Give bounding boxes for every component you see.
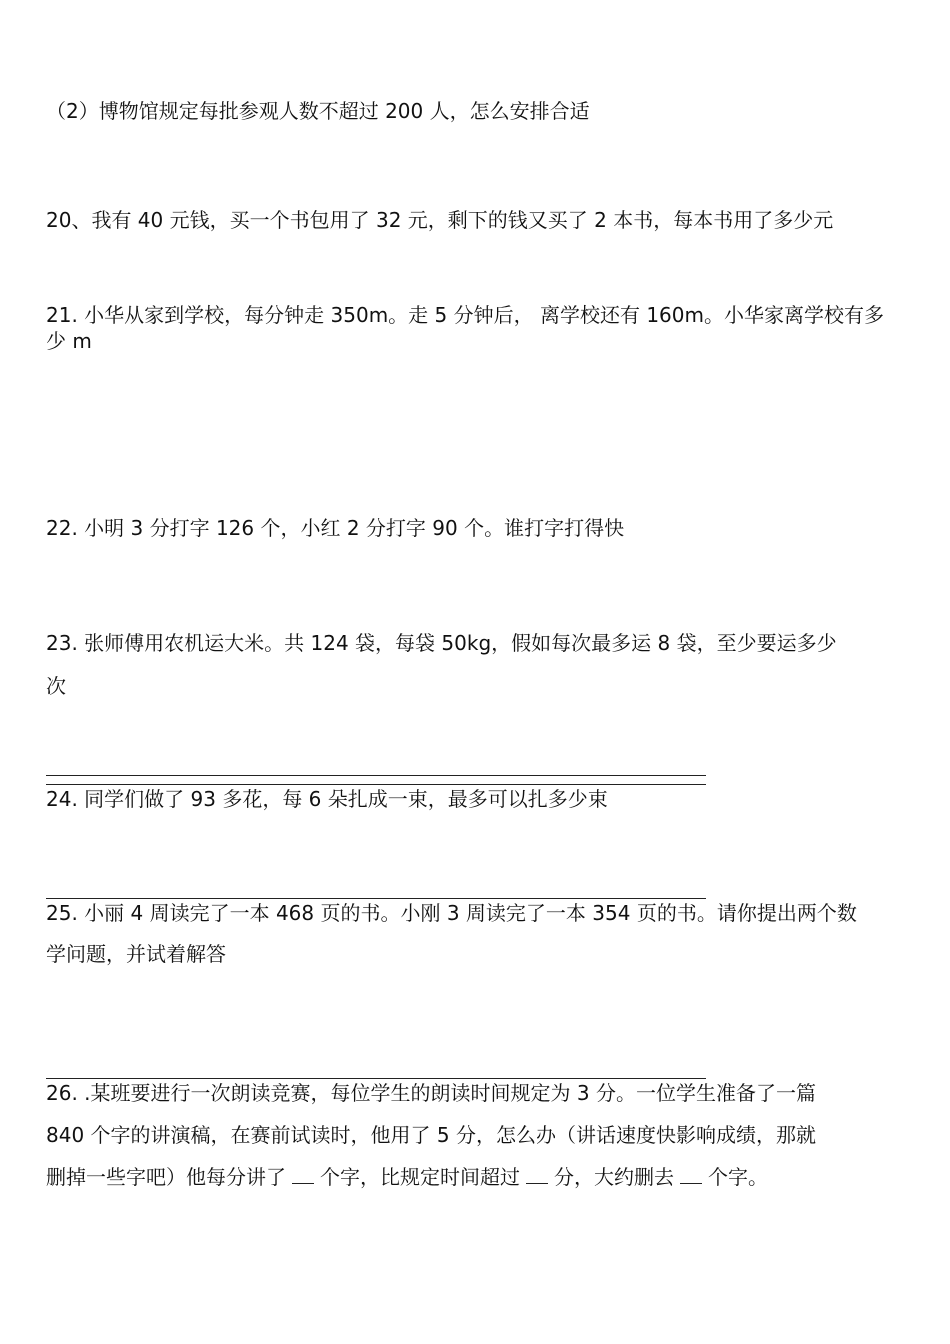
answer-rule-4 — [46, 1078, 706, 1079]
q26-text-part-d: 个字。 — [708, 1165, 768, 1189]
q19-part2-text: （2）博物馆规定每批参观人数不超过 200 人，怎么安排合适 — [46, 99, 590, 123]
q26-text-line2: 840 个字的讲演稿，在赛前试读时，他用了 5 分，怎么办（讲话速度快影响成绩，那就 — [46, 1123, 816, 1147]
answer-rule-1 — [46, 775, 706, 776]
q24-text: 24. 同学们做了 93 多花，每 6 朵扎成一束，最多可以扎多少束 — [46, 787, 608, 811]
q26-text-part-b: 个字，比规定时间超过 — [320, 1165, 520, 1189]
q20-text: 20、我有 40 元钱，买一个书包用了 32 元，剩下的钱又买了 2 本书，每本书用了多少元 — [46, 208, 834, 232]
q26-text-line3 — [46, 1164, 768, 1190]
answer-rule-3 — [46, 898, 706, 899]
q21-text-line1: 21. 小华从家到学校，每分钟走 350m。走 5 分钟后， 离学校还有 160m。小华家离学校有多 — [46, 303, 884, 327]
q26-text-part-a: 删掉一些字吧）他每分讲了 — [46, 1165, 286, 1189]
q26-text-part-c: 分，大约删去 — [554, 1165, 674, 1189]
answer-blank-1[interactable] — [292, 1167, 314, 1184]
q21-text-line2: 少 m — [46, 329, 92, 353]
q25-text-line2: 学问题，并试着解答 — [46, 942, 226, 966]
answer-blank-2[interactable] — [526, 1167, 548, 1184]
q23-text-line1: 23. 张师傅用农机运大米。共 124 袋，每袋 50kg，假如每次最多运 8 袋，至少要运多少 — [46, 631, 837, 655]
q25-text-line1: 25. 小丽 4 周读完了一本 468 页的书。小刚 3 周读完了一本 354 页的书。请你提出两个数 — [46, 901, 857, 925]
q22-text: 22. 小明 3 分打字 126 个，小红 2 分打字 90 个。谁打字打得快 — [46, 516, 625, 540]
answer-blank-3[interactable] — [680, 1167, 702, 1184]
answer-rule-2 — [46, 784, 706, 785]
q26-text-line1: 26. .某班要进行一次朗读竞赛，每位学生的朗读时间规定为 3 分。一位学生准备了一篇 — [46, 1081, 816, 1105]
q23-text-line2: 次 — [46, 674, 66, 698]
